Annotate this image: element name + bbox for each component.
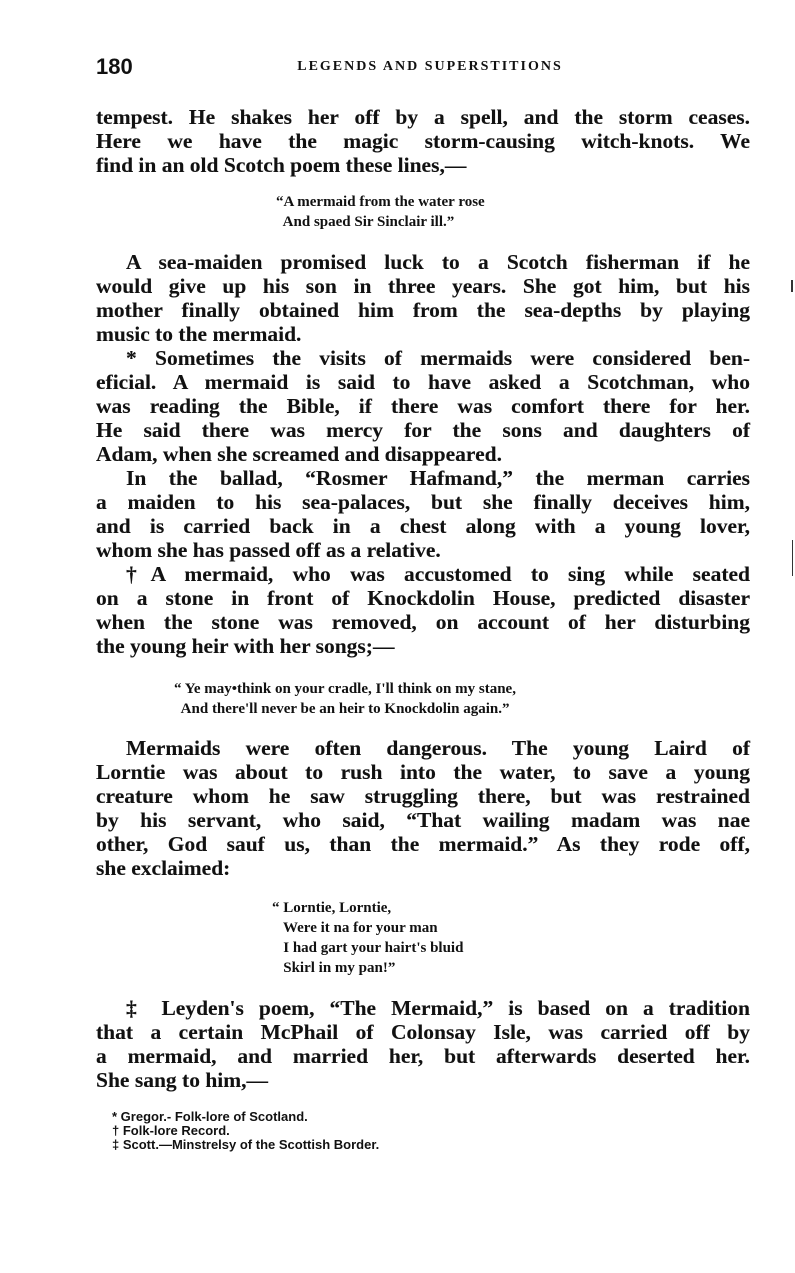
text-line: A sea-maiden promised luck to a Scotch fisherman if he bbox=[126, 250, 750, 274]
text-line: In the ballad, “Rosmer Hafmand,” the merman carries bbox=[126, 466, 750, 490]
text-line: whom she has passed off as a relative. bbox=[96, 538, 441, 562]
paragraph bbox=[96, 346, 750, 466]
verse-line: “ Lorntie, Lorntie, bbox=[272, 900, 392, 916]
text-line: He said there was mercy for the sons and daughters of bbox=[96, 418, 750, 442]
footnote: * Gregor.- Folk-lore of Scotland. bbox=[112, 1109, 308, 1124]
text-line: by his servant, who said, “That wailing madam was nae bbox=[96, 808, 750, 832]
text-line: other, God sauf us, than the mermaid.” As they rode off, bbox=[96, 832, 750, 856]
text-line: tempest. He shakes her off by a spell, and the storm ceases. bbox=[96, 105, 750, 129]
text-line: on a stone in front of Knockdolin House, predicted disaster bbox=[96, 586, 750, 610]
paragraph bbox=[96, 996, 750, 1092]
verse-line: I had gart your hairt's bluid bbox=[272, 940, 464, 956]
text-line: mother finally obtained him from the sea-depths by playing bbox=[96, 298, 750, 322]
text-line: when the stone was removed, on account of her disturbing bbox=[96, 610, 750, 634]
verse bbox=[174, 679, 516, 719]
text-line: Adam, when she screamed and disappeared. bbox=[96, 442, 502, 466]
footnotes bbox=[112, 1110, 379, 1152]
text-line: She sang to him,— bbox=[96, 1068, 269, 1092]
text-line: †A mermaid, who was accustomed to sing while seated bbox=[126, 562, 750, 586]
scan-mark bbox=[792, 540, 793, 576]
footnote: † Folk-lore Record. bbox=[112, 1123, 230, 1138]
verse-line: “ Ye may•think on your cradle, I'll think on my stane, bbox=[174, 681, 516, 697]
verse bbox=[276, 192, 485, 232]
paragraph bbox=[96, 466, 750, 562]
text-line: find in an old Scotch poem these lines,— bbox=[96, 153, 467, 177]
text-line: eficial. A mermaid is said to have asked a Scotchman, who bbox=[96, 370, 750, 394]
text-line: a mermaid, and married her, but afterwards deserted her. bbox=[96, 1044, 750, 1068]
text-line: was reading the Bible, if there was comfort there for her. bbox=[96, 394, 750, 418]
text-line: she exclaimed: bbox=[96, 856, 231, 880]
verse bbox=[272, 898, 463, 978]
text-line: Mermaids were often dangerous. The young Laird of bbox=[126, 736, 750, 760]
text-line: that a certain McPhail of Colonsay Isle, was carried off by bbox=[96, 1020, 750, 1044]
paragraph bbox=[96, 105, 750, 177]
text-line: ‡ Leyden's poem, “The Mermaid,” is based on a tradition bbox=[126, 996, 750, 1020]
text-line: the young heir with her songs;— bbox=[96, 634, 395, 658]
running-title: LEGENDS AND SUPERSTITIONS bbox=[297, 59, 563, 74]
text-line: would give up his son in three years. She got him, but his bbox=[96, 274, 750, 298]
verse-line: And there'll never be an heir to Knockdolin again.” bbox=[174, 701, 510, 717]
footnote: ‡ Scott.—Minstrelsy of the Scottish Border. bbox=[112, 1137, 380, 1152]
paragraph bbox=[96, 736, 750, 880]
paragraph bbox=[96, 250, 750, 346]
text-line: music to the mermaid. bbox=[96, 322, 302, 346]
text-line: creature whom he saw struggling there, but was restrained bbox=[96, 784, 750, 808]
verse-line: Were it na for your man bbox=[272, 920, 438, 936]
paragraph bbox=[96, 562, 750, 658]
scan-mark bbox=[791, 280, 793, 292]
verse-line: And spaed Sir Sinclair ill.” bbox=[276, 214, 455, 230]
page-number: 180 bbox=[96, 54, 133, 79]
text-line: a maiden to his sea-palaces, but she finally deceives him, bbox=[96, 490, 750, 514]
verse-line: Skirl in my pan!” bbox=[272, 960, 396, 976]
text-line: and is carried back in a chest along with a young lover, bbox=[96, 514, 750, 538]
text-line: Lorntie was about to rush into the water, to save a young bbox=[96, 760, 750, 784]
text-line: * Sometimes the visits of mermaids were considered ben- bbox=[126, 346, 750, 370]
verse-line: “A mermaid from the water rose bbox=[276, 194, 485, 210]
text-line: Here we have the magic storm-causing witch-knots. We bbox=[96, 129, 750, 153]
